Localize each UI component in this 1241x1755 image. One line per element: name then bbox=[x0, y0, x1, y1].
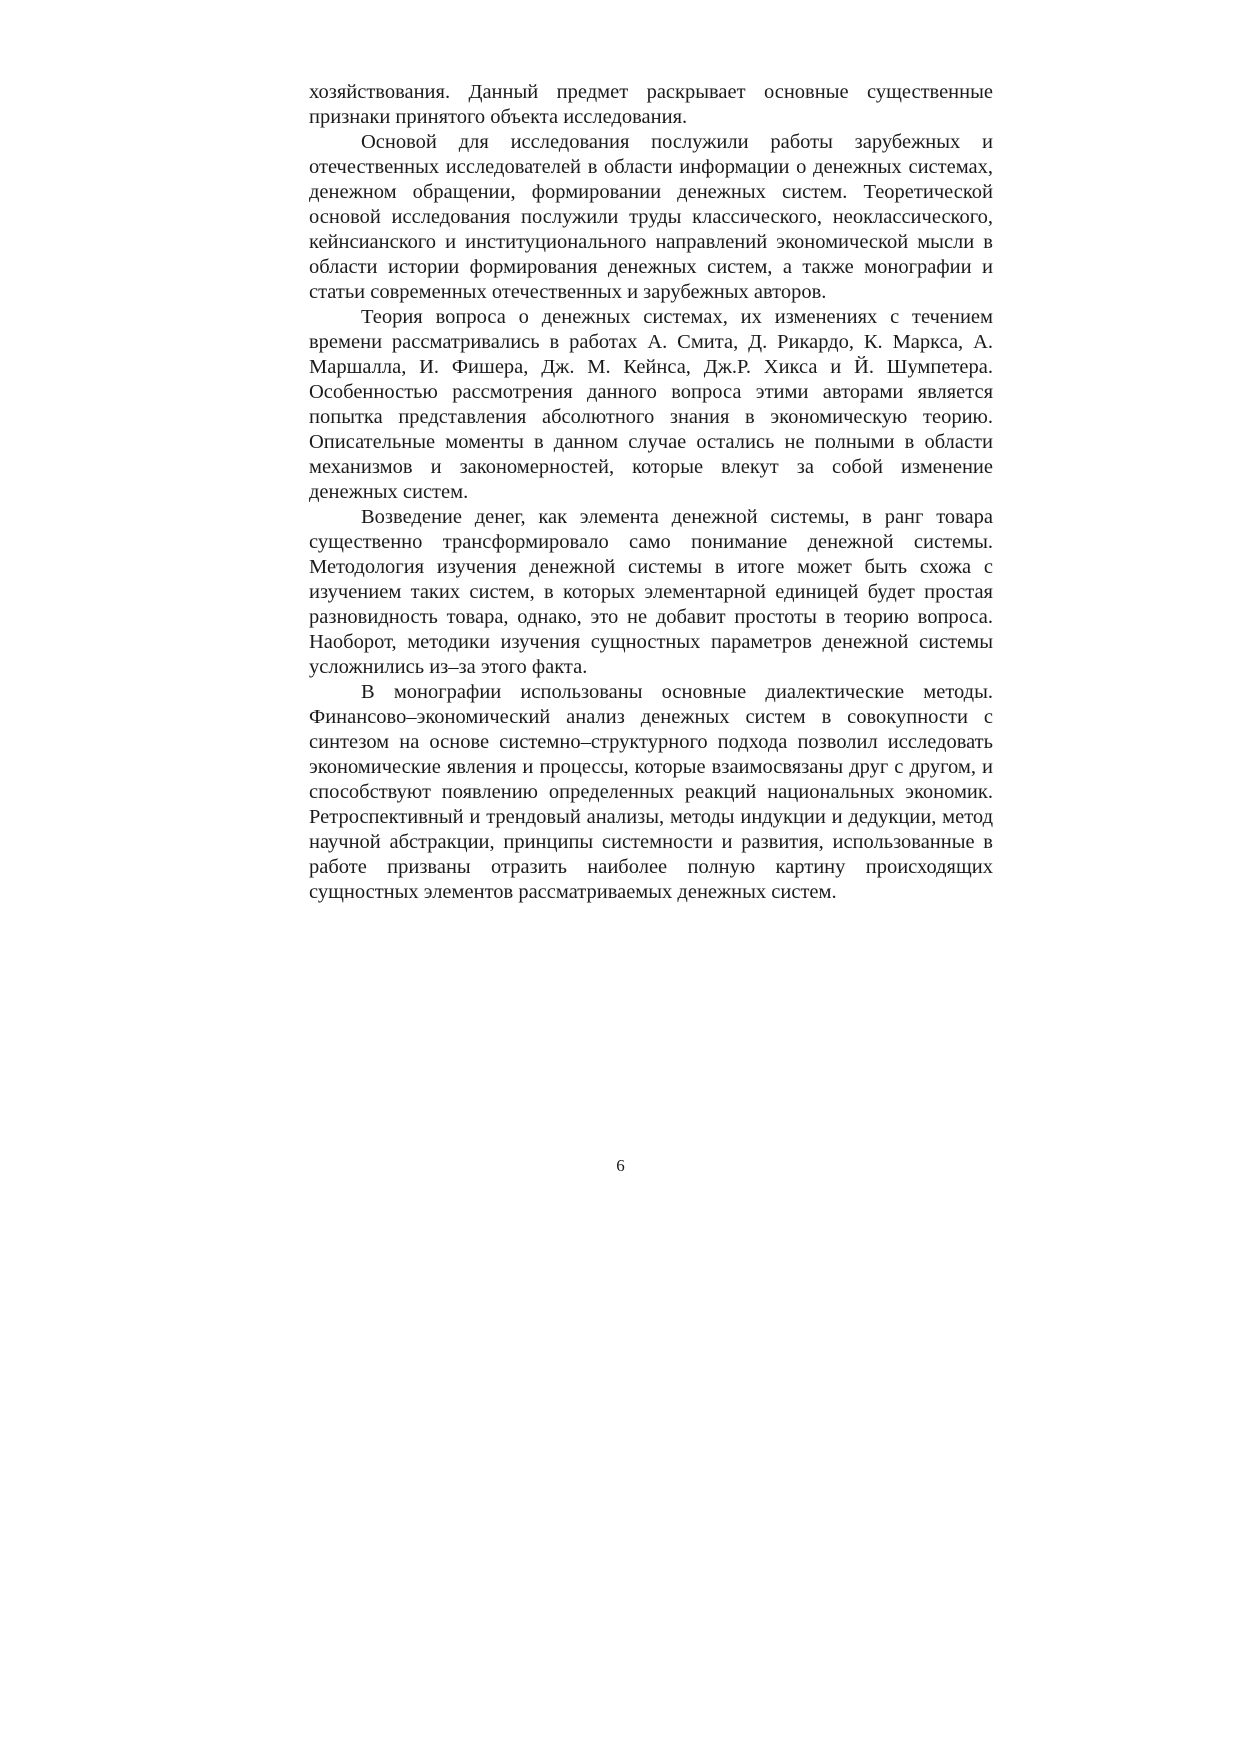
paragraph-continuation: хозяйствования. Данный предмет раскрывает основные существенные признаки принятого объекта исследования. bbox=[309, 81, 993, 128]
paragraph-methods: В монографии использованы основные диалектические методы. Финансово–экономический анализ денежных систем в совокупности с синтезом на основе системно–структурного подхода позволил исследовать экономические явления и процессы, которые взаимосвязаны друг с другом, и способствуют появлению определенных реакций национальных экономик. Ретроспективный и трендовый анализы, методы индукции и дедукции, метод научной абстракции, принципы системности и развития, использованные в работе призваны отразить наиболее полную картину происходящих сущностных элементов рассматриваемых денежных систем. bbox=[309, 681, 993, 903]
paragraph-research-basis: Основой для исследования послужили работы зарубежных и отечественных исследователей в области информации о денежных системах, денежном обращении, формировании денежных систем. Теоретической основой исследования послужили труды классического, неоклассического, кейнсианского и институционального направлений экономической мысли в области истории формирования денежных систем, а также монографии и статьи современных отечественных и зарубежных авторов. bbox=[309, 131, 993, 303]
paragraph-theory: Теория вопроса о денежных системах, их изменениях с течением времени рассматривались в работах А. Смита, Д. Рикардо, К. Маркса, А. Маршалла, И. Фишера, Дж. М. Кейнса, Дж.Р. Хикса и Й. Шумпетера. Особенностью рассмотрения данного вопроса этими авторами является попытка представления абсолютного знания в экономическую теорию. Описательные моменты в данном случае остались не полными в области механизмов и закономерностей, которые влекут за собой изменение денежных систем. bbox=[309, 306, 993, 503]
paragraph-methodology: Возведение денег, как элемента денежной системы, в ранг товара существенно трансформировало само понимание денежной системы. Методология изучения денежной системы в итоге может быть схожа с изучением таких систем, в которых элементарной единицей будет простая разновидность товара, однако, это не добавит простоты в теорию вопроса. Наоборот, методики изучения сущностных параметров денежной системы усложнились из–за этого факта. bbox=[309, 506, 993, 678]
page-number: 6 bbox=[616, 1156, 625, 1175]
body-text bbox=[309, 80, 993, 905]
